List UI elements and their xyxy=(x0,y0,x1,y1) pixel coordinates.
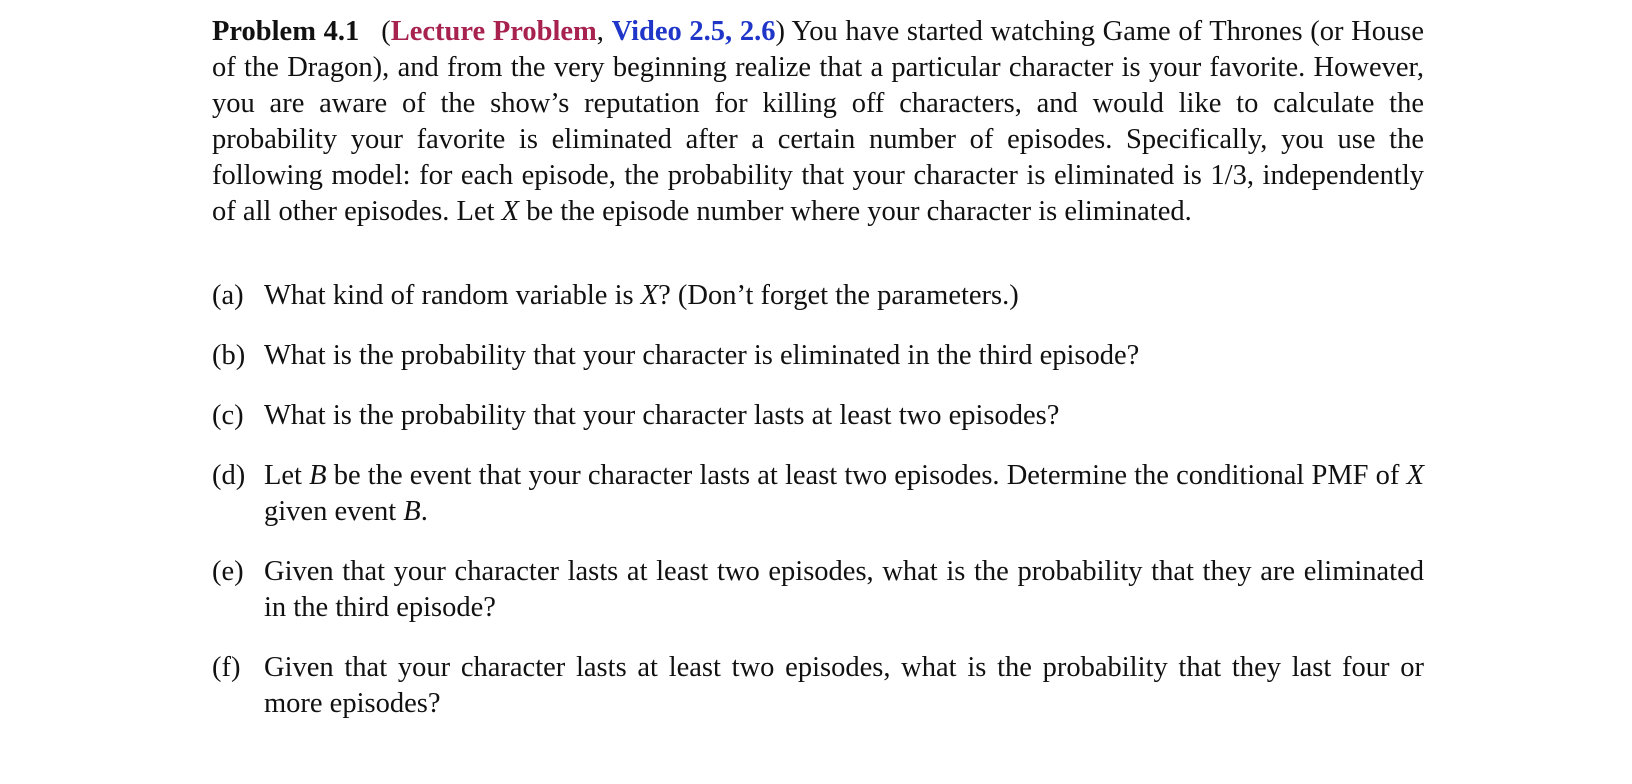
part-d xyxy=(212,458,1424,530)
part-label: (a) xyxy=(212,280,244,311)
intro-text-a: You have started watching Game of Thrones (or House of the Dragon), and from the very beginning realize that a particular character is your favorite. However, you are aware of the show’s reputation for killing off characters, and would like to calculate the probability your favorite is eliminated after a certain number of episodes. Specifically, you use the following model: for each episode, the probability that your character is eliminated is 1/3, independently of all other episodes. Let xyxy=(212,16,1424,227)
part-text-mid: ? (Don’t forget the parameters.) xyxy=(658,280,1019,311)
intro-text-b: be the episode number where your character is eliminated. xyxy=(519,196,1192,227)
part-text-post: given event xyxy=(264,496,404,527)
part-a xyxy=(212,278,1424,314)
part-label: (d) xyxy=(212,460,246,491)
lecture-problem-link[interactable]: Lecture Problem xyxy=(390,16,597,47)
problem-document xyxy=(212,14,1424,722)
part-text-end: . xyxy=(420,496,428,527)
variable-x: X xyxy=(501,196,520,227)
parts-list xyxy=(212,278,1424,722)
part-label: (f) xyxy=(212,652,241,683)
variable-b: B xyxy=(309,460,327,491)
part-b xyxy=(212,338,1424,374)
comma: , xyxy=(596,16,612,47)
variable-x: X xyxy=(640,280,659,311)
variable-x: X xyxy=(1406,460,1424,491)
part-label: (b) xyxy=(212,340,246,371)
part-text-pre: What kind of random variable is xyxy=(264,280,641,311)
part-label: (c) xyxy=(212,400,244,431)
problem-statement xyxy=(212,14,1424,230)
problem-number: Problem 4.1 xyxy=(212,16,360,47)
part-f xyxy=(212,650,1424,722)
part-text: What is the probability that your character is eliminated in the third episode? xyxy=(264,340,1140,371)
open-paren: ( xyxy=(381,16,391,47)
part-label: (e) xyxy=(212,556,244,587)
part-text xyxy=(264,278,1424,314)
part-text xyxy=(264,458,1424,530)
part-e xyxy=(212,554,1424,626)
video-link[interactable]: Video 2.5, 2.6 xyxy=(611,16,776,47)
variable-b: B xyxy=(403,496,421,527)
part-text: What is the probability that your character lasts at least two episodes? xyxy=(264,400,1060,431)
part-c xyxy=(212,398,1424,434)
part-text-mid: be the event that your character lasts at least two episodes. Determine the conditional PMF of xyxy=(326,460,1407,491)
part-text: Given that your character lasts at least two episodes, what is the probability that they are eliminated in the third episode? xyxy=(264,556,1424,623)
part-text: Given that your character lasts at least two episodes, what is the probability that they last four or more episodes? xyxy=(264,652,1424,719)
close-paren: ) xyxy=(775,16,785,47)
part-text-pre: Let xyxy=(264,460,310,491)
